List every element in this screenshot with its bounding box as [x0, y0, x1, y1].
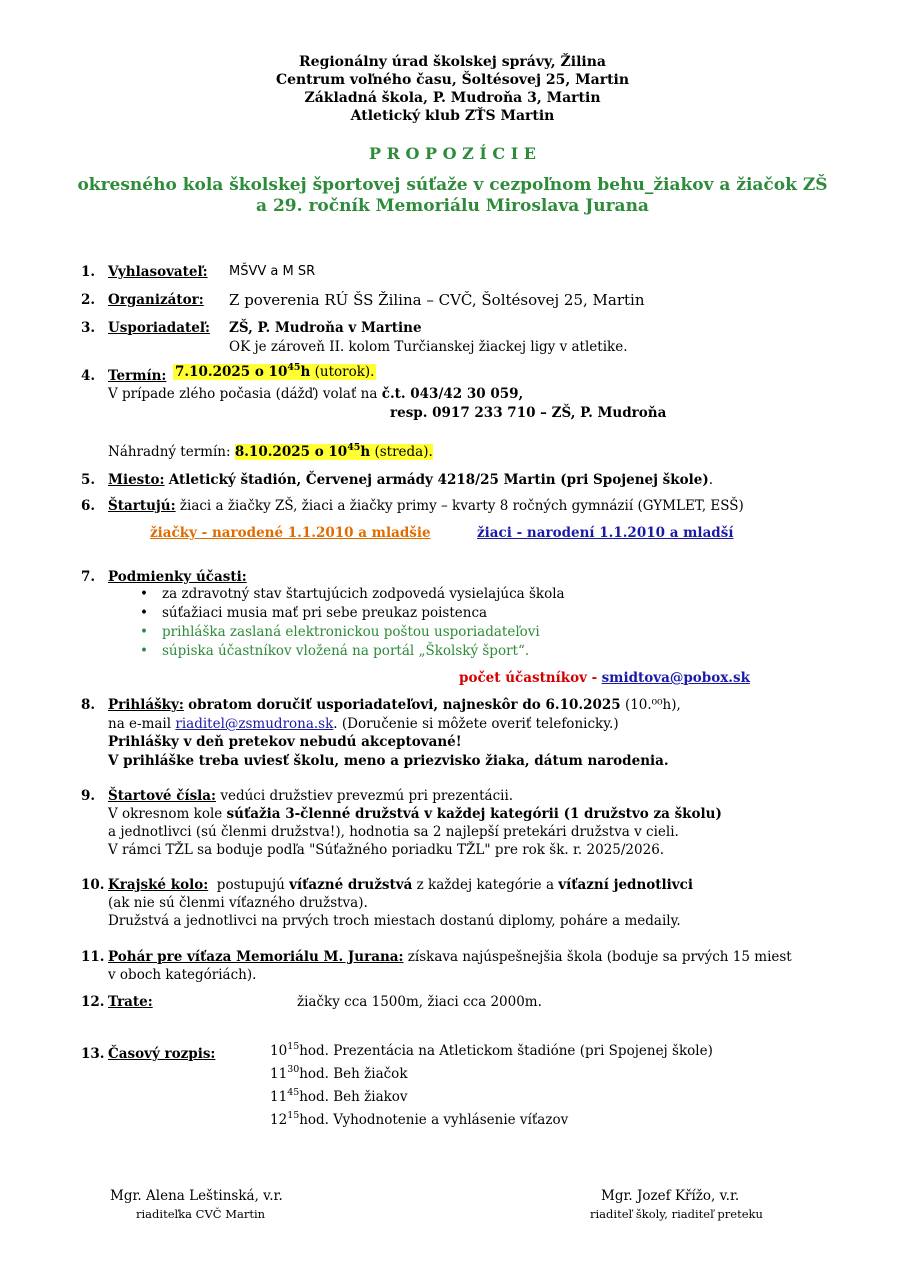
section-value-11: získava najúspešnejšia škola (boduje sa prvých 15 miest: [407, 949, 792, 965]
section-number-11: 11.: [81, 949, 105, 965]
header-line-3: Základná škola, P. Mudroňa 3, Martin: [304, 90, 601, 106]
document-subtitle-1: okresného kola školskej športovej súťaže v cezpoľnom behu_žiakov a žiačok ZŠ: [77, 175, 828, 195]
section-label-12: Trate:: [108, 994, 153, 1010]
category-girls: žiačky - narodené 1.1.2010 a mladšie: [150, 525, 431, 541]
section-number-1: 1.: [81, 264, 96, 280]
section-label-9: Štartové čísla:: [108, 788, 217, 804]
header-line-2: Centrum voľného času, Šoltésovej 25, Martin: [275, 72, 630, 88]
signature-left-role: riaditeľka CVČ Martin: [136, 1207, 266, 1221]
alt-term-sup: 45: [347, 442, 361, 453]
schedule-hour: 10: [270, 1043, 288, 1059]
section-value-12: žiačky cca 1500m, žiaci cca 2000m.: [297, 994, 542, 1010]
signature-left-name: Mgr. Alena Leštinská, v.r.: [110, 1188, 283, 1204]
schedule-hour: 12: [270, 1112, 288, 1128]
section-label-3: Usporiadateľ:: [108, 320, 210, 336]
schedule-minute: 15: [287, 1041, 300, 1052]
section-line-9: [108, 788, 513, 804]
signature-right-name: Mgr. Jozef Křížo, v.r.: [601, 1188, 740, 1204]
section-label-10: Krajské kolo:: [108, 877, 209, 893]
section-time-8: (10.⁰⁰h),: [624, 697, 681, 713]
phone-1: č.t. 043/42 30 059,: [381, 386, 524, 402]
section-value-2: Z poverenia RÚ ŠS Žilina – CVČ, Šoltésovej 25, Martin: [229, 291, 645, 309]
section-number-10: 10.: [81, 877, 105, 893]
rain-text: V prípade zlého počasia (dážď) volať na: [108, 386, 378, 402]
term-date-h: h: [300, 364, 311, 380]
section-line-5: [108, 472, 713, 488]
alt-term-day: (streda).: [374, 444, 433, 460]
section-number-6: 6.: [81, 498, 96, 514]
section-number-8: 8.: [81, 697, 96, 713]
schedule-item: [270, 1066, 408, 1082]
section-line-11: [108, 949, 792, 965]
alt-term-highlight: [235, 444, 433, 460]
section-11-line-2: v oboch kategóriách).: [108, 967, 257, 983]
schedule-minute: 15: [287, 1110, 300, 1121]
conditions-list: [140, 585, 565, 661]
section-label-7: Podmienky účasti:: [108, 569, 247, 585]
section-label-1: Vyhlasovateľ:: [108, 264, 208, 280]
section-number-2: 2.: [81, 292, 96, 308]
header-line-4: Atletický klub ZŤS Martin: [350, 108, 555, 124]
term-date: 7.10.2025 o 10: [175, 364, 288, 380]
schedule-text: hod. Beh žiakov: [299, 1089, 408, 1105]
term-date-highlight: [173, 364, 376, 380]
section-9-l2b: súťažia 3-členné družstvá v každej kategórii (1 družstvo za školu): [226, 806, 722, 822]
rain-note: [108, 386, 523, 402]
schedule-item: [270, 1043, 713, 1059]
section-value-8: obratom doručiť usporiadateľovi, najneskôr do 6.10.2025: [188, 697, 621, 713]
section-value-1: MŠVV a M SR: [229, 264, 316, 279]
section-label-11: Pohár pre víťaza Memoriálu M. Jurana:: [108, 949, 404, 965]
alt-term-line: [108, 444, 433, 460]
schedule-item: [270, 1112, 568, 1128]
section-number-4: 4.: [81, 368, 96, 384]
schedule-hour: 11: [270, 1066, 288, 1082]
section-10-d: víťazní jednotlivci: [558, 877, 693, 893]
section-label-4: Termín:: [108, 368, 167, 384]
condition-item: • prihláška zaslaná elektronickou poštou usporiadateľovi: [140, 623, 565, 642]
schedule-text: hod. Beh žiačok: [299, 1066, 408, 1082]
section-label-2: Organizátor:: [108, 292, 204, 308]
term-day: (utorok).: [314, 364, 375, 380]
participant-count-line: [459, 670, 750, 686]
section-10-a: postupujú: [216, 877, 285, 893]
category-boys: žiaci - narodení 1.1.2010 a mladší: [477, 525, 734, 541]
header-line-1: Regionálny úrad školskej správy, Žilina: [299, 54, 606, 70]
schedule-text: hod. Prezentácia na Atletickom štadióne (pri Spojenej škole): [299, 1043, 713, 1059]
section-value-5: Atletický štadión, Červenej armády 4218/25 Martin (pri Spojenej škole): [168, 472, 709, 488]
participant-count-label: počet účastníkov -: [459, 670, 598, 686]
section-label-5: Miesto:: [108, 472, 165, 488]
section-value-9: vedúci družstiev prevezmú pri prezentácii.: [220, 788, 514, 804]
alt-term-h: h: [360, 444, 371, 460]
section-10-line-3: Družstvá a jednotlivci na prvých troch miestach dostanú diplomy, poháre a medaily.: [108, 913, 681, 929]
section-line-10: [108, 877, 693, 893]
schedule-hour: 11: [270, 1089, 288, 1105]
section-value-6: žiaci a žiačky ZŠ, žiaci a žiačky primy – kvarty 8 ročných gymnázií (GYMLET, ESŠ): [179, 498, 744, 514]
email-suffix: . (Doručenie si môžete overiť telefonicky.): [333, 716, 619, 732]
section-number-9: 9.: [81, 788, 96, 804]
schedule-item: [270, 1089, 408, 1105]
document-subtitle-2: a 29. ročník Memoriálu Miroslava Jurana: [256, 196, 649, 216]
schedule-text: hod. Vyhodnotenie a vyhlásenie víťazov: [299, 1112, 569, 1128]
condition-item: • súpiska účastníkov vložená na portál „Školský šport“.: [140, 642, 565, 661]
applications-note-1: Prihlášky v deň pretekov nebudú akceptované!: [108, 734, 462, 750]
section-number-3: 3.: [81, 320, 96, 336]
section-9-l2a: V okresnom kole: [108, 806, 223, 822]
schedule-minute: 45: [287, 1087, 300, 1098]
alt-term-label: Náhradný termín:: [108, 444, 231, 460]
section-10-line-2: (ak nie sú členmi víťazného družstva).: [108, 895, 368, 911]
section-note-3: OK je zároveň II. kolom Turčianskej žiackej ligy v atletike.: [229, 339, 628, 355]
email-prefix: na e-mail: [108, 716, 172, 732]
section-number-7: 7.: [81, 569, 96, 585]
section-line-8: [108, 697, 681, 713]
section-9-line-2: [108, 806, 722, 822]
email-link[interactable]: riaditel@zsmudrona.sk: [175, 716, 334, 732]
condition-item: • za zdravotný stav štartujúcich zodpovedá vysielajúca škola: [140, 585, 565, 604]
section-value-3: ZŠ, P. Mudroňa v Martine: [229, 320, 422, 336]
section-end-5: .: [708, 472, 714, 488]
document-heading: P R O P O Z Í C I E: [369, 144, 536, 163]
section-number-12: 12.: [81, 994, 105, 1010]
section-number-5: 5.: [81, 472, 96, 488]
schedule-minute: 30: [287, 1064, 300, 1075]
section-label-6: Štartujú:: [108, 498, 176, 514]
email-line: [108, 716, 619, 732]
section-9-line-4: V rámci TŽL sa boduje podľa "Súťažného poriadku TŽL" pre rok šk. r. 2025/2026.: [108, 842, 665, 858]
section-label-8: Prihlášky:: [108, 697, 184, 713]
section-line-6: [108, 498, 744, 514]
participant-count-email[interactable]: smidtova@pobox.sk: [601, 670, 750, 686]
applications-note-2: V prihláške treba uviesť školu, meno a priezvisko žiaka, dátum narodenia.: [108, 753, 669, 769]
signature-right-role: riaditeľ školy, riaditeľ preteku: [590, 1207, 763, 1221]
condition-item: • súťažiaci musia mať pri sebe preukaz poistenca: [140, 604, 565, 623]
section-number-13: 13.: [81, 1046, 105, 1062]
term-date-sup: 45: [287, 362, 301, 373]
section-10-b: víťazné družstvá: [289, 877, 413, 893]
section-10-c: z každej kategórie a: [416, 877, 554, 893]
section-9-line-3: a jednotlivci (sú členmi družstva!), hodnotia sa 2 najlepší pretekári družstva v cieli.: [108, 824, 679, 840]
phone-2: resp. 0917 233 710 – ZŠ, P. Mudroňa: [390, 405, 667, 421]
alt-term-date: 8.10.2025 o 10: [234, 444, 348, 460]
section-label-13: Časový rozpis:: [108, 1046, 216, 1062]
